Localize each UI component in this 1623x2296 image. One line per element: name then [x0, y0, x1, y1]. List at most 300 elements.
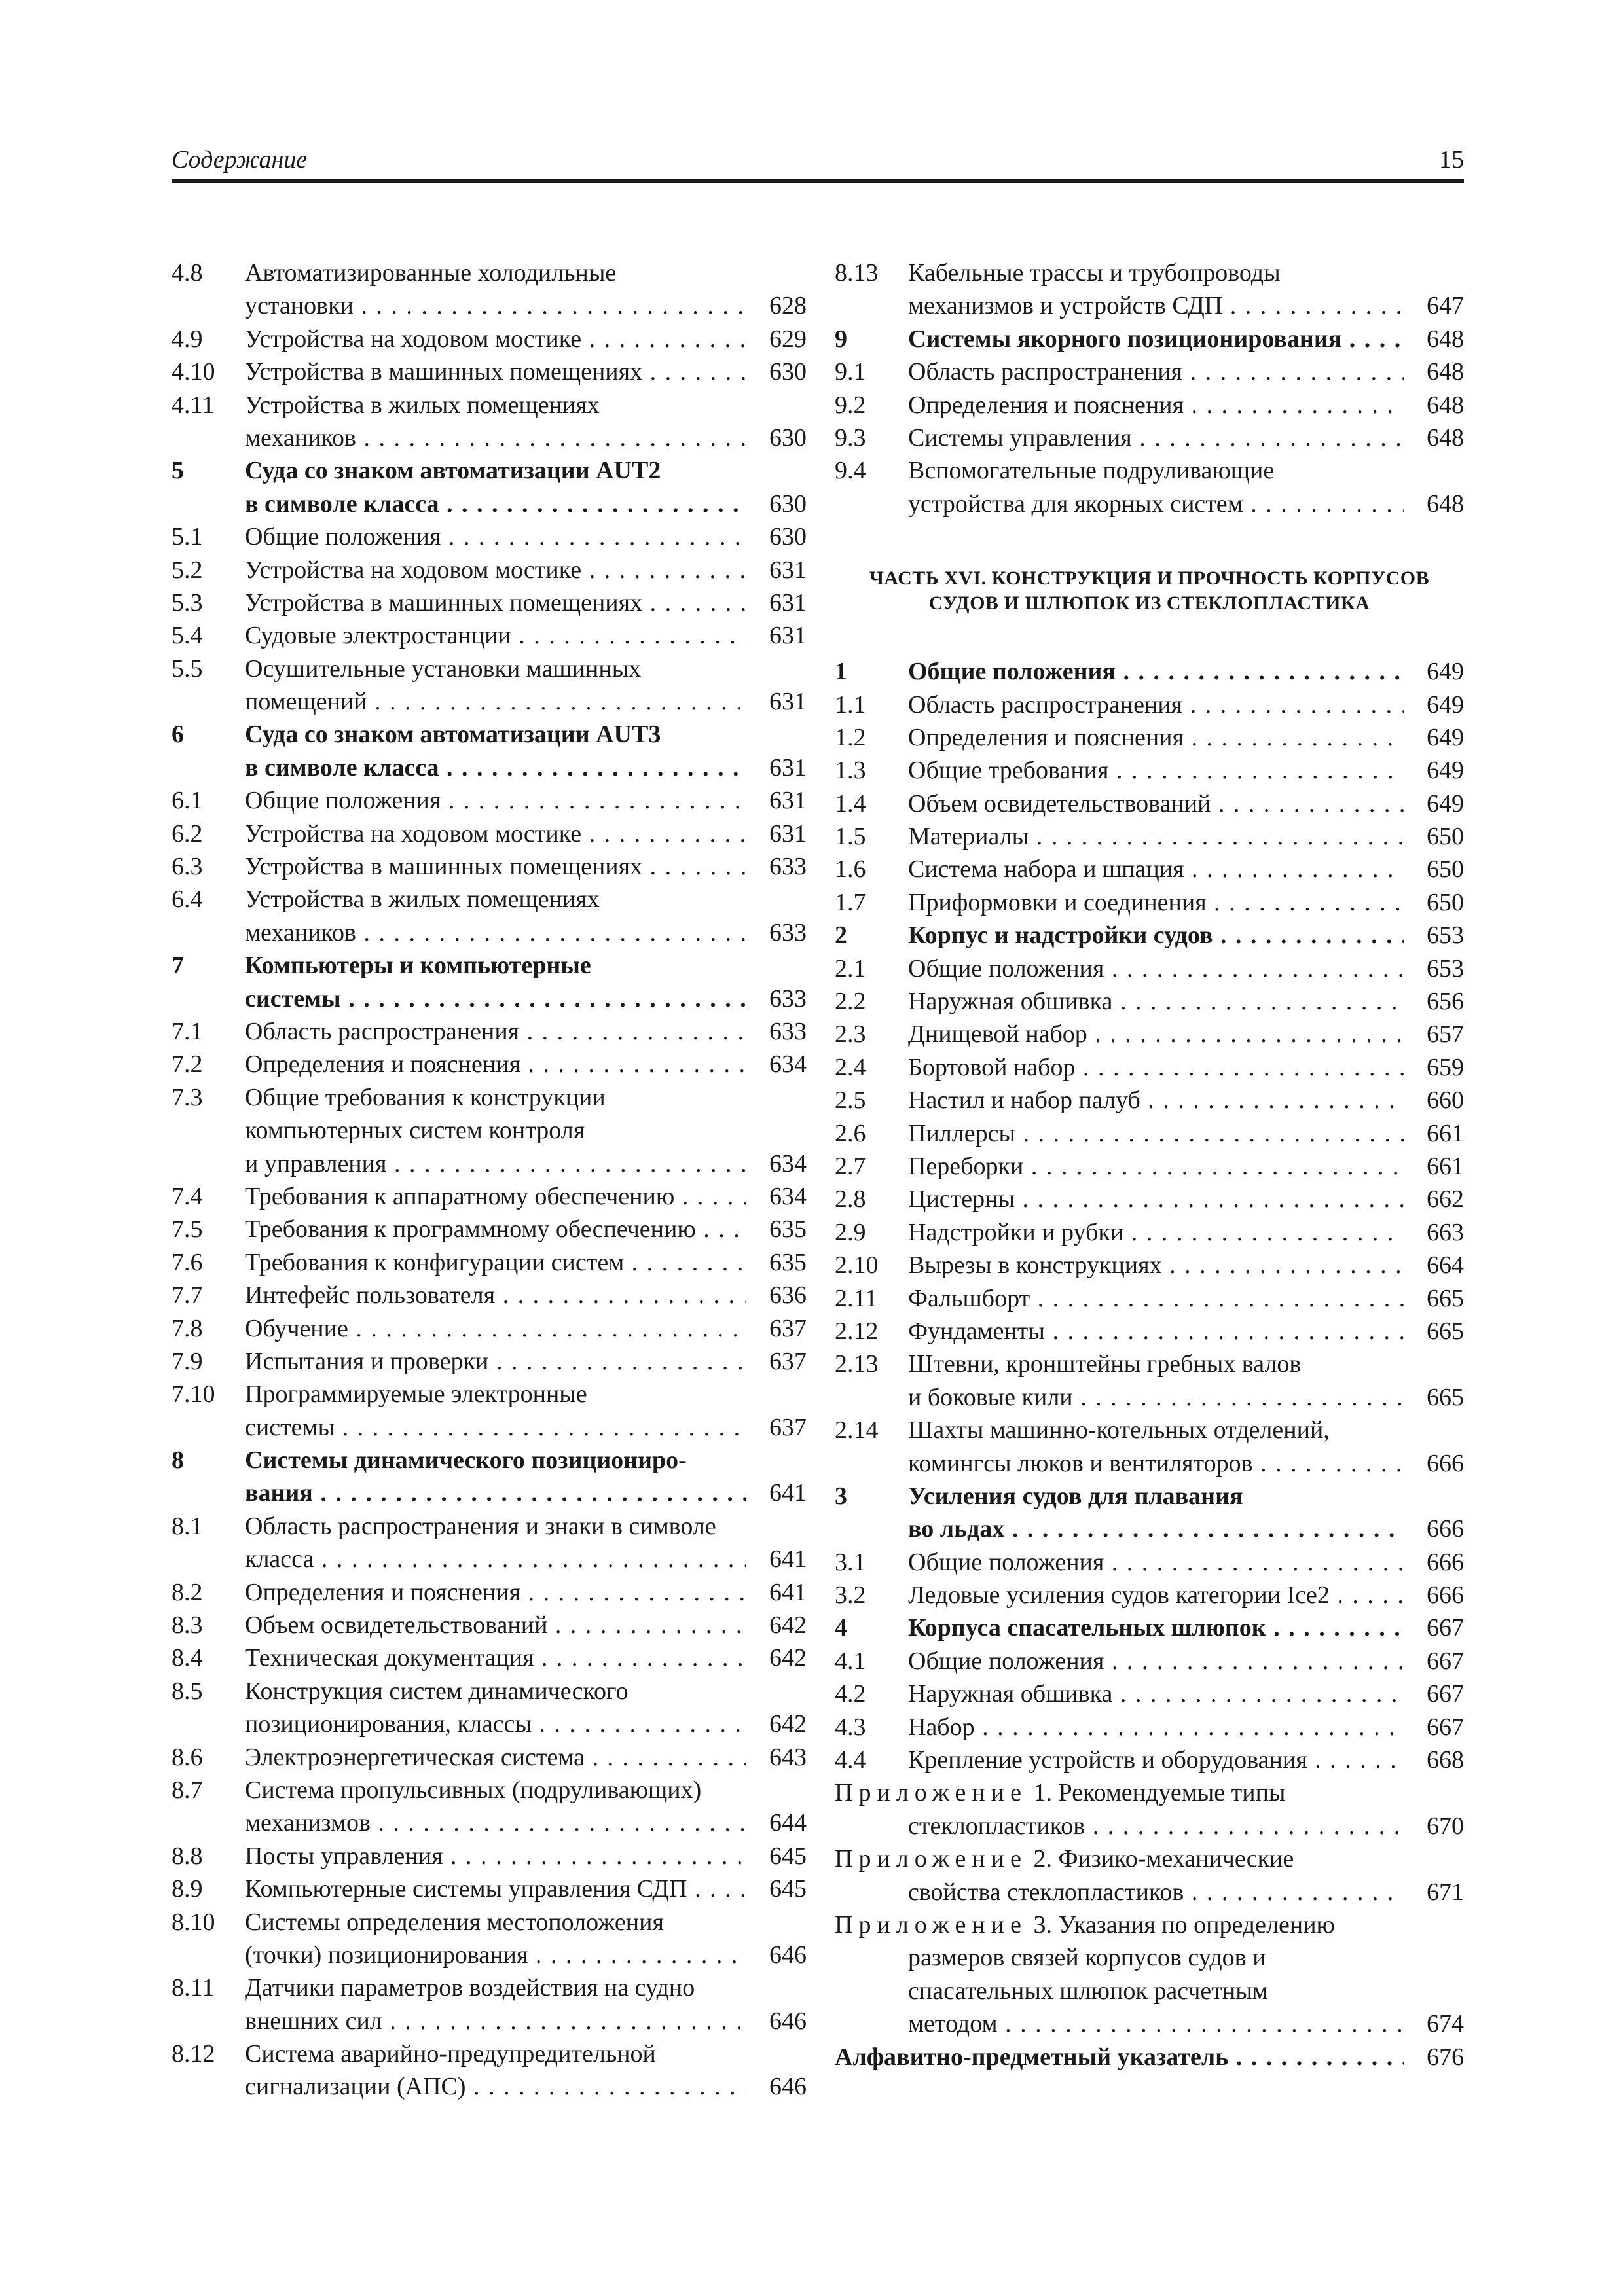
toc-entry-line: [172, 1246, 807, 1279]
running-header: [172, 143, 1464, 183]
toc-entry-page: 635: [769, 1215, 807, 1244]
toc-entry-line: [835, 689, 1464, 721]
toc-entry-line: [835, 1677, 1464, 1710]
toc-entry-text: [835, 1842, 1464, 1875]
toc-entry-line: [835, 1513, 1464, 1545]
toc-entry-line: [835, 257, 1464, 289]
toc-entry-line: [835, 1975, 1464, 2007]
toc-entry-line: [835, 1842, 1464, 1875]
toc-entry-text: Устройства на ходовом мостике . . .: [245, 323, 746, 355]
toc-entry-text: Требования к программному обеспечению . . .: [245, 1213, 746, 1246]
toc-entry-number: 1.1: [835, 691, 866, 719]
toc-entry-page: 634: [769, 1149, 807, 1177]
toc-entry-text: Область распространения . . .: [908, 355, 1404, 388]
toc-entry-text: механизмов и устройств СДП . . .: [908, 289, 1404, 322]
toc-entry-number: 7: [172, 952, 184, 980]
toc-entry-line: [835, 1579, 1464, 1611]
toc-entry-text: Общие требования к конструкции: [245, 1083, 606, 1111]
toc-entry-line: [835, 952, 1464, 985]
toc-entry-line: [835, 655, 1464, 688]
toc-entry-text: Требования к конфигурации систем . . .: [245, 1246, 746, 1279]
toc-entry-text: Наружная обшивка . . .: [908, 985, 1404, 1018]
toc-entry-page: 631: [769, 556, 807, 584]
toc-entry-line: [172, 422, 807, 454]
toc-entry-line: [172, 586, 807, 619]
toc-entry-text: методом . . .: [908, 2007, 1404, 2040]
toc-entry-page: 649: [1427, 789, 1464, 817]
toc-entry-line: [172, 685, 807, 718]
toc-entry-number: 2.4: [835, 1053, 866, 1081]
toc-entry-text: Устройства на ходовом мостике . . .: [245, 817, 746, 850]
toc-entry-text: в символе класса . . .: [245, 751, 746, 784]
toc-entry-line: [172, 1939, 807, 1971]
toc-entry-number: 2.5: [835, 1086, 866, 1115]
toc-entry-page: 643: [769, 1743, 807, 1771]
toc-entry-page: 637: [769, 1314, 807, 1342]
toc-entry-page: 631: [769, 787, 807, 815]
toc-entry-page: 659: [1427, 1053, 1464, 1081]
toc-entry-text: Ледовые усиления судов категории Ice2 . . .: [908, 1579, 1404, 1611]
toc-entry-number: 9: [835, 325, 847, 353]
toc-entry-text: системы . . .: [245, 1411, 746, 1444]
toc-entry-number: 9.3: [835, 423, 866, 452]
toc-entry-text: Техническая документация . . .: [245, 1641, 746, 1674]
toc-entry-line: [835, 985, 1464, 1018]
toc-entry-line: [172, 389, 807, 422]
toc-entry-page: 667: [1427, 1680, 1464, 1708]
toc-entry-line: [172, 1114, 807, 1147]
toc-entry-text: Электроэнергетическая система . . .: [245, 1741, 746, 1774]
toc-entry-number: 1.5: [835, 823, 866, 851]
toc-entry-number: 2.2: [835, 988, 866, 1016]
toc-entry-number: 8.10: [172, 1908, 215, 1936]
toc-entry-page: 647: [1427, 292, 1464, 320]
toc-entry-number: 8.4: [172, 1644, 203, 1672]
toc-entry-page: 646: [769, 2007, 807, 2035]
toc-entry-number: 8.9: [172, 1875, 203, 1903]
toc-entry-text: внешних сил . . .: [245, 2005, 746, 2037]
toc-entry-line: [172, 1641, 807, 1674]
toc-entry-number: 2.12: [835, 1317, 879, 1345]
toc-entry-line: [172, 1741, 807, 1774]
toc-entry-text: Материалы . . .: [908, 820, 1404, 853]
toc-entry-page: 633: [769, 984, 807, 1013]
toc-entry-text: Определения и пояснения . . .: [908, 389, 1404, 422]
toc-entry-number: 4.2: [835, 1680, 866, 1708]
toc-entry-number: 7.5: [172, 1215, 203, 1244]
toc-entry-line: [172, 1906, 807, 1939]
toc-entry-page: 662: [1427, 1185, 1464, 1213]
toc-entry-number: 6.2: [172, 819, 203, 848]
toc-entry-page: 633: [769, 918, 807, 946]
toc-entry-page: 633: [769, 1017, 807, 1045]
toc-entry-page: 642: [769, 1611, 807, 1640]
toc-entry-text: Осушительные установки машинных: [245, 655, 642, 683]
appendix-prefix: Приложение: [835, 1779, 1027, 1807]
toc-entry-number: 7.2: [172, 1050, 203, 1079]
toc-entry-number: 2.8: [835, 1185, 866, 1213]
toc-entry-text: стеклопластиков . . .: [908, 1810, 1404, 1842]
toc-entry-line: [835, 1117, 1464, 1150]
toc-entry-number: 5: [172, 457, 184, 485]
toc-entry-line: [835, 886, 1464, 919]
toc-entry-number: 1: [835, 658, 847, 686]
toc-entry-page: 633: [769, 853, 807, 881]
toc-entry-page: 642: [769, 1710, 807, 1738]
toc-entry-page: 630: [769, 523, 807, 551]
toc-entry-text: позиционирования, классы . . .: [245, 1708, 746, 1740]
toc-entry-text: Объем освидетельствований . . .: [908, 787, 1404, 820]
toc-entry-page: 661: [1427, 1152, 1464, 1180]
toc-entry-line: [172, 1675, 807, 1708]
appendix-title: 3. Указания по определению: [1027, 1910, 1335, 1939]
toc-entry-line: [835, 1249, 1464, 1282]
toc-entry-page: 666: [1427, 1449, 1464, 1477]
toc-entry-text: Фундаменты . . .: [908, 1315, 1404, 1348]
toc-entry-line: [835, 1810, 1464, 1842]
toc-entry-line: [835, 1876, 1464, 1909]
toc-entry-page: 676: [1427, 2043, 1464, 2071]
toc-entry-line: [172, 817, 807, 850]
toc-entry-page: 631: [769, 622, 807, 650]
toc-entry-number: 1.6: [835, 855, 866, 884]
toc-entry-text: Устройства в жилых помещениях: [245, 886, 600, 914]
part-heading: [835, 566, 1464, 616]
toc-entry-page: 646: [769, 2073, 807, 2101]
toc-entry-text: Переборки . . .: [908, 1150, 1404, 1183]
toc-entry-number: 1.7: [835, 888, 866, 916]
toc-entry-text: Общие требования . . .: [908, 754, 1404, 787]
toc-entry-text: Система набора и шпация . . .: [908, 853, 1404, 886]
toc-entry-line: [172, 1081, 807, 1114]
toc-entry-text: Алфавитно-предметный указатель . . .: [835, 2041, 1404, 2073]
toc-entry-text: Кабельные трассы и трубопроводы: [908, 259, 1281, 287]
toc-entry-number: 6.4: [172, 886, 203, 914]
toc-entry-page: 644: [769, 1809, 807, 1837]
toc-entry-page: 653: [1427, 954, 1464, 982]
part-heading-line2: СУДОВ И ШЛЮПОК ИЗ СТЕКЛОПЛАСТИКА: [928, 592, 1370, 615]
toc-entry-line: [172, 257, 807, 289]
toc-entry-text: Система пропульсивных (подруливающих): [245, 1776, 702, 1804]
toc-entry-number: 2.13: [835, 1350, 879, 1378]
toc-entry-number: 2.10: [835, 1251, 879, 1280]
toc-entry-number: 7.9: [172, 1347, 203, 1375]
toc-entry-number: 2.6: [835, 1119, 866, 1147]
toc-entry-text: Датчики параметров воздействия на судно: [245, 1974, 695, 2002]
toc-entry-page: 630: [769, 358, 807, 386]
toc-entry-page: 664: [1427, 1251, 1464, 1280]
toc-entry-line: [172, 1147, 807, 1180]
toc-entry-text: Вспомогательные подруливающие: [908, 457, 1275, 485]
toc-entry-line: [835, 1018, 1464, 1050]
toc-entry-text: комингсы люков и вентиляторов . . .: [908, 1447, 1404, 1480]
toc-entry-page: 634: [769, 1050, 807, 1079]
toc-entry-text: Судовые электростанции . . .: [245, 619, 746, 652]
toc-entry-line: [835, 1909, 1464, 1941]
toc-entry-number: 1.2: [835, 723, 866, 751]
toc-entry-text: механизмов . . .: [245, 1806, 746, 1839]
toc-entry-page: 650: [1427, 823, 1464, 851]
toc-entry-page: 635: [769, 1248, 807, 1276]
toc-entry-text: Автоматизированные холодильные: [245, 259, 617, 287]
toc-left-column: [172, 257, 807, 2104]
toc-entry-page: 648: [1427, 391, 1464, 419]
toc-entry-number: 9.1: [835, 358, 866, 386]
toc-entry-line: [172, 850, 807, 883]
toc-entry-text: Системы якорного позиционирования . . .: [908, 323, 1404, 355]
toc-entry-line: [172, 488, 807, 520]
toc-entry-page: 631: [769, 753, 807, 781]
toc-entry-line: [835, 1744, 1464, 1776]
toc-entry-text: Система аварийно-предупредительной: [245, 2040, 656, 2068]
toc-entry-line: [172, 1048, 807, 1081]
toc-entry-page: 665: [1427, 1317, 1464, 1345]
toc-entry-number: 4.3: [835, 1713, 866, 1741]
toc-entry-text: помещений . . .: [245, 685, 746, 718]
toc-entry-number: 5.5: [172, 655, 203, 683]
toc-entry-text: Компьютерные системы управления СДП . . .: [245, 1873, 746, 1905]
toc-entry-number: 9.4: [835, 457, 866, 485]
toc-entry-text: и управления . . .: [245, 1147, 746, 1180]
toc-entry-text: Системы управления . . .: [908, 422, 1404, 454]
toc-entry-line: [172, 1378, 807, 1410]
toc-entry-line: [835, 454, 1464, 487]
toc-entry-page: 666: [1427, 1548, 1464, 1576]
toc-entry-page: 650: [1427, 855, 1464, 884]
toc-entry-page: 653: [1427, 922, 1464, 950]
toc-entry-text: Устройства на ходовом мостике . . .: [245, 554, 746, 586]
toc-entry-page: 637: [769, 1347, 807, 1375]
toc-entry-line: [172, 1444, 807, 1477]
toc-entry-line: [172, 916, 807, 949]
toc-entry-text: (точки) позиционирования . . .: [245, 1939, 746, 1971]
toc-entry-page: 629: [769, 325, 807, 353]
toc-entry-number: 6.1: [172, 787, 203, 815]
toc-entry-page: 649: [1427, 691, 1464, 719]
toc-entry-page: 670: [1427, 1812, 1464, 1840]
toc-entry-line: [835, 1546, 1464, 1579]
toc-entry-line: [172, 1510, 807, 1543]
toc-entry-text: Корпуса спасательных шлюпок . . .: [908, 1611, 1404, 1644]
toc-entry-line: [835, 1941, 1464, 1974]
toc-entry-text: Фальшборт . . .: [908, 1282, 1404, 1315]
toc-entry-number: 8.11: [172, 1974, 215, 2002]
toc-entry-line: [172, 653, 807, 685]
toc-entry-number: 4.10: [172, 358, 215, 386]
toc-entry-text: Испытания и проверки . . .: [245, 1345, 746, 1378]
toc-entry-text: системы . . .: [245, 982, 746, 1015]
toc-entry-number: 3: [835, 1482, 847, 1510]
toc-entry-line: [172, 1312, 807, 1345]
toc-entry-number: 1.3: [835, 757, 866, 785]
toc-entry-text: Общие положения . . .: [245, 520, 746, 553]
toc-entry-text: Крепление устройств и оборудования . . .: [908, 1744, 1404, 1776]
toc-entry-number: 4.9: [172, 325, 203, 353]
toc-entry-page: 671: [1427, 1878, 1464, 1906]
toc-entry-page: 630: [769, 423, 807, 452]
toc-entry-page: 660: [1427, 1086, 1464, 1115]
toc-entry-number: 2.1: [835, 954, 866, 982]
toc-entry-text: сигнализации (АПС) . . .: [245, 2070, 746, 2103]
toc-entry-text: Конструкция систем динамического: [245, 1677, 629, 1705]
toc-entry-line: [172, 1015, 807, 1048]
toc-entry-text: класса . . .: [245, 1543, 746, 1575]
toc-entry-text: Цистерны . . .: [908, 1183, 1404, 1215]
toc-entry-text: Определения и пояснения . . .: [245, 1048, 746, 1081]
toc-entry-text: Устройства в жилых помещениях: [245, 391, 600, 419]
toc-entry-number: 7.4: [172, 1182, 203, 1210]
toc-entry-number: 3.2: [835, 1581, 866, 1609]
toc-entry-number: 6.3: [172, 853, 203, 881]
toc-entry-number: 9.2: [835, 391, 866, 419]
toc-entry-line: [835, 2041, 1464, 2073]
toc-entry-page: 645: [769, 1875, 807, 1903]
toc-entry-text: Вырезы в конструкциях . . .: [908, 1249, 1404, 1282]
toc-entry-page: 649: [1427, 723, 1464, 751]
toc-entry-line: [172, 949, 807, 982]
toc-entry-line: [835, 1414, 1464, 1446]
toc-entry-text: Посты управления . . .: [245, 1840, 746, 1873]
toc-entry-text: размеров связей корпусов судов и: [908, 1944, 1266, 1972]
toc-entry-text: компьютерных систем контроля: [245, 1117, 585, 1145]
toc-entry-text: Усиления судов для плавания: [908, 1482, 1243, 1510]
toc-entry-line: [835, 488, 1464, 520]
toc-entry-line: [835, 1183, 1464, 1215]
toc-entry-number: 2.7: [835, 1152, 866, 1180]
toc-entry-number: 4.8: [172, 259, 203, 287]
toc-right-bottom: [835, 655, 1464, 2073]
part-heading-line1: ЧАСТЬ XVI. КОНСТРУКЦИЯ И ПРОЧНОСТЬ КОРПУСОВ: [869, 567, 1430, 590]
toc-entry-line: [835, 389, 1464, 422]
toc-entry-line: [835, 853, 1464, 886]
running-title: Содержание: [172, 146, 308, 173]
toc-entry-text: Приформовки и соединения . . .: [908, 886, 1404, 919]
toc-entry-line: [172, 1180, 807, 1213]
toc-entry-line: [835, 1051, 1464, 1084]
toc-entry-number: 7.3: [172, 1083, 203, 1111]
toc-entry-line: [172, 1477, 807, 1509]
toc-entry-line: [835, 919, 1464, 952]
toc-entry-number: 2.11: [835, 1284, 878, 1312]
toc-entry-line: [172, 1971, 807, 2004]
toc-entry-number: 7.10: [172, 1380, 215, 1408]
toc-entry-text: Шахты машинно-котельных отделений,: [908, 1416, 1330, 1444]
toc-entry-line: [172, 1411, 807, 1444]
toc-entry-number: 8.5: [172, 1677, 203, 1705]
toc-entry-line: [172, 520, 807, 553]
toc-entry-page: 668: [1427, 1746, 1464, 1774]
toc-entry-line: [172, 1840, 807, 1873]
toc-entry-number: 2.9: [835, 1218, 866, 1246]
toc-entry-line: [835, 1150, 1464, 1183]
toc-entry-line: [172, 355, 807, 388]
toc-entry-text: Общие положения . . .: [908, 655, 1404, 688]
toc-entry-line: [835, 1381, 1464, 1414]
toc-entry-text: Набор . . .: [908, 1711, 1404, 1744]
appendix-title: 1. Рекомендуемые типы: [1027, 1779, 1286, 1807]
toc-entry-text: Системы определения местоположения: [245, 1908, 664, 1936]
toc-entry-text: Область распространения и знаки в символе: [245, 1512, 716, 1540]
toc-entry-page: 649: [1427, 658, 1464, 686]
toc-entry-text: Программируемые электронные: [245, 1380, 587, 1408]
toc-entry-number: 8.7: [172, 1776, 203, 1804]
toc-entry-text: Днищевой набор . . .: [908, 1018, 1404, 1050]
toc-entry-text: Корпус и надстройки судов . . .: [908, 919, 1404, 952]
toc-entry-number: 6: [172, 721, 184, 749]
toc-entry-text: Наружная обшивка . . .: [908, 1677, 1404, 1710]
toc-entry-number: 4.11: [172, 391, 215, 419]
toc-entry-page: 663: [1427, 1218, 1464, 1246]
toc-entry-line: [172, 1609, 807, 1641]
toc-entry-line: [835, 1216, 1464, 1249]
toc-entry-page: 637: [769, 1413, 807, 1441]
toc-entry-number: 7.7: [172, 1282, 203, 1310]
toc-entry-line: [835, 1711, 1464, 1744]
toc-entry-number: 5.2: [172, 556, 203, 584]
toc-entry-line: [835, 721, 1464, 754]
toc-entry-line: [172, 1543, 807, 1575]
toc-entry-text: Область распространения . . .: [245, 1015, 746, 1048]
toc-entry-line: [172, 454, 807, 487]
toc-entry-page: 661: [1427, 1119, 1464, 1147]
toc-entry-text: вания . . .: [245, 1477, 746, 1509]
toc-entry-page: 667: [1427, 1647, 1464, 1675]
toc-entry-number: 4.4: [835, 1746, 866, 1774]
toc-entry-text: механиков . . .: [245, 916, 746, 949]
toc-entry-line: [172, 554, 807, 586]
toc-entry-page: 666: [1427, 1581, 1464, 1609]
toc-entry-text: спасательных шлюпок расчетным: [908, 1977, 1268, 2005]
toc-entry-text: Компьютеры и компьютерные: [245, 952, 591, 980]
toc-entry-text: Интефейс пользователя . . .: [245, 1279, 746, 1312]
toc-entry-number: 8: [172, 1446, 184, 1475]
toc-entry-line: [835, 1776, 1464, 1809]
toc-entry-line: [835, 2007, 1464, 2040]
toc-entry-number: 7.8: [172, 1314, 203, 1342]
toc-entry-text: Обучение . . .: [245, 1312, 746, 1345]
toc-entry-page: 656: [1427, 988, 1464, 1016]
toc-entry-page: 665: [1427, 1284, 1464, 1312]
toc-entry-text: Штевни, кронштейны гребных валов: [908, 1350, 1302, 1378]
toc-entry-text: Объем освидетельствований . . .: [245, 1609, 746, 1641]
toc-entry-text: Устройства в машинных помещениях . . .: [245, 850, 746, 883]
toc-entry-line: [172, 1774, 807, 1806]
toc-entry-text: [835, 1909, 1464, 1941]
toc-entry-number: 8.1: [172, 1512, 203, 1540]
toc-entry-line: [835, 787, 1464, 820]
toc-entry-number: 1.4: [835, 789, 866, 817]
appendix-prefix: Приложение: [835, 1845, 1027, 1873]
toc-entry-text: Общие положения . . .: [908, 1546, 1404, 1579]
toc-entry-line: [172, 323, 807, 355]
toc-entry-line: [172, 1708, 807, 1740]
toc-entry-text: свойства стеклопластиков . . .: [908, 1876, 1404, 1909]
toc-entry-text: и боковые кили . . .: [908, 1381, 1404, 1414]
toc-entry-line: [172, 784, 807, 817]
toc-entry-line: [835, 289, 1464, 322]
toc-entry-page: 636: [769, 1282, 807, 1310]
toc-entry-text: Пиллерсы . . .: [908, 1117, 1404, 1150]
toc-entry-number: 2.14: [835, 1416, 879, 1444]
toc-entry-text: Настил и набор палуб . . .: [908, 1084, 1404, 1117]
toc-entry-line: [835, 1611, 1464, 1644]
toc-entry-number: 7.1: [172, 1017, 203, 1045]
toc-entry-page: 641: [769, 1479, 807, 1507]
toc-entry-page: 630: [769, 490, 807, 518]
toc-entry-line: [172, 2005, 807, 2037]
appendix-title: 2. Физико-механические: [1027, 1845, 1294, 1873]
toc-entry-page: 667: [1427, 1713, 1464, 1741]
